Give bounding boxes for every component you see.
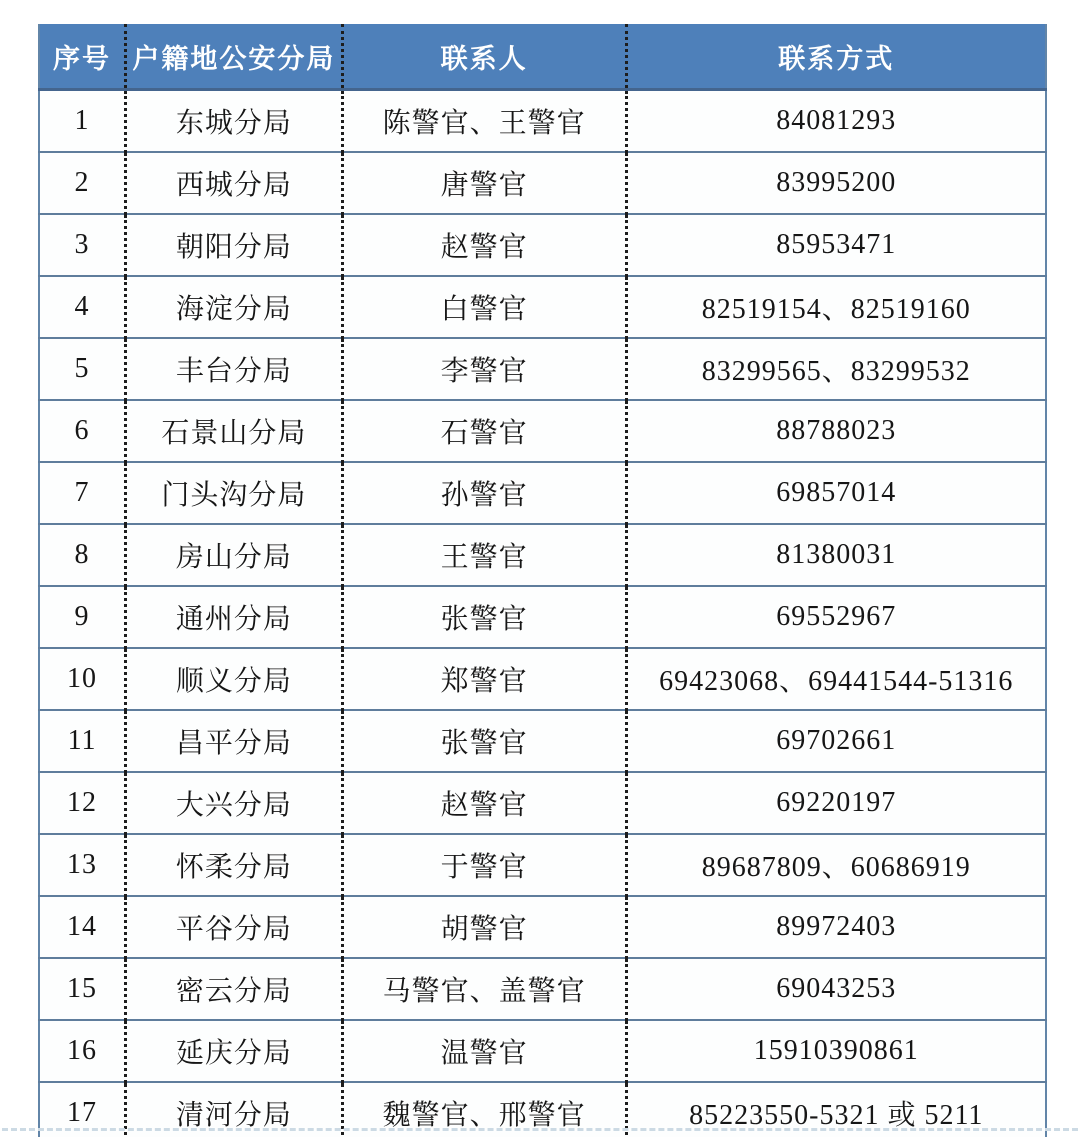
phone-cell: 69552967 (626, 586, 1046, 648)
phone-cell: 85223550-5321 或 5211 (626, 1082, 1046, 1137)
table-row (39, 1020, 1046, 1082)
phone-cell: 85953471 (626, 214, 1046, 276)
contact-cell: 于警官 (342, 834, 626, 896)
index-cell: 12 (39, 772, 126, 834)
contact-cell: 赵警官 (342, 214, 626, 276)
index-cell: 14 (39, 896, 126, 958)
table-body (39, 90, 1046, 1137)
contact-cell: 唐警官 (342, 152, 626, 214)
contact-cell: 马警官、盖警官 (342, 958, 626, 1020)
table-row (39, 958, 1046, 1020)
phone-cell: 69702661 (626, 710, 1046, 772)
contact-cell: 张警官 (342, 586, 626, 648)
table-row (39, 276, 1046, 338)
index-cell: 3 (39, 214, 126, 276)
contact-cell: 孙警官 (342, 462, 626, 524)
table-row (39, 152, 1046, 214)
phone-cell: 15910390861 (626, 1020, 1046, 1082)
phone-cell: 89972403 (626, 896, 1046, 958)
index-cell: 16 (39, 1020, 126, 1082)
index-cell: 15 (39, 958, 126, 1020)
index-cell: 2 (39, 152, 126, 214)
col-header-bureau: 户籍地公安分局 (126, 24, 343, 90)
contact-cell: 赵警官 (342, 772, 626, 834)
index-cell: 4 (39, 276, 126, 338)
contact-cell: 李警官 (342, 338, 626, 400)
index-cell: 5 (39, 338, 126, 400)
phone-cell: 81380031 (626, 524, 1046, 586)
table-row (39, 462, 1046, 524)
contact-cell: 石警官 (342, 400, 626, 462)
table-row (39, 772, 1046, 834)
index-cell: 6 (39, 400, 126, 462)
contact-cell: 王警官 (342, 524, 626, 586)
contact-cell: 张警官 (342, 710, 626, 772)
phone-cell: 83995200 (626, 152, 1046, 214)
bureau-cell: 朝阳分局 (126, 214, 343, 276)
phone-cell: 69423068、69441544-51316 (626, 648, 1046, 710)
col-header-contact: 联系人 (342, 24, 626, 90)
bureau-cell: 房山分局 (126, 524, 343, 586)
bureau-cell: 延庆分局 (126, 1020, 343, 1082)
bureau-cell: 门头沟分局 (126, 462, 343, 524)
police-bureau-contact-table (38, 24, 1047, 1137)
table-row (39, 896, 1046, 958)
bureau-cell: 石景山分局 (126, 400, 343, 462)
index-cell: 10 (39, 648, 126, 710)
bottom-dashed-divider (2, 1128, 1078, 1131)
index-cell: 8 (39, 524, 126, 586)
phone-cell: 89687809、60686919 (626, 834, 1046, 896)
bureau-cell: 丰台分局 (126, 338, 343, 400)
table-row (39, 338, 1046, 400)
bureau-cell: 怀柔分局 (126, 834, 343, 896)
phone-cell: 69857014 (626, 462, 1046, 524)
index-cell: 9 (39, 586, 126, 648)
phone-cell: 69220197 (626, 772, 1046, 834)
contact-cell: 魏警官、邢警官 (342, 1082, 626, 1137)
bureau-cell: 西城分局 (126, 152, 343, 214)
contact-cell: 郑警官 (342, 648, 626, 710)
phone-cell: 69043253 (626, 958, 1046, 1020)
contact-cell: 温警官 (342, 1020, 626, 1082)
header-row (39, 24, 1046, 90)
index-cell: 1 (39, 90, 126, 153)
bureau-cell: 东城分局 (126, 90, 343, 153)
phone-cell: 88788023 (626, 400, 1046, 462)
table-row (39, 586, 1046, 648)
bureau-cell: 通州分局 (126, 586, 343, 648)
bureau-cell: 清河分局 (126, 1082, 343, 1137)
table-row (39, 834, 1046, 896)
table-row (39, 214, 1046, 276)
index-cell: 17 (39, 1082, 126, 1137)
bureau-cell: 海淀分局 (126, 276, 343, 338)
index-cell: 7 (39, 462, 126, 524)
contact-cell: 胡警官 (342, 896, 626, 958)
index-cell: 13 (39, 834, 126, 896)
table-row (39, 400, 1046, 462)
table-row (39, 648, 1046, 710)
phone-cell: 82519154、82519160 (626, 276, 1046, 338)
bureau-cell: 大兴分局 (126, 772, 343, 834)
bureau-cell: 顺义分局 (126, 648, 343, 710)
bureau-cell: 平谷分局 (126, 896, 343, 958)
table-row (39, 710, 1046, 772)
phone-cell: 83299565、83299532 (626, 338, 1046, 400)
bureau-cell: 昌平分局 (126, 710, 343, 772)
contact-cell: 白警官 (342, 276, 626, 338)
table-row (39, 524, 1046, 586)
table-row (39, 90, 1046, 153)
bureau-cell: 密云分局 (126, 958, 343, 1020)
contact-cell: 陈警官、王警官 (342, 90, 626, 153)
col-header-phone: 联系方式 (626, 24, 1046, 90)
col-header-index: 序号 (39, 24, 126, 90)
index-cell: 11 (39, 710, 126, 772)
table-header (39, 24, 1046, 90)
phone-cell: 84081293 (626, 90, 1046, 153)
